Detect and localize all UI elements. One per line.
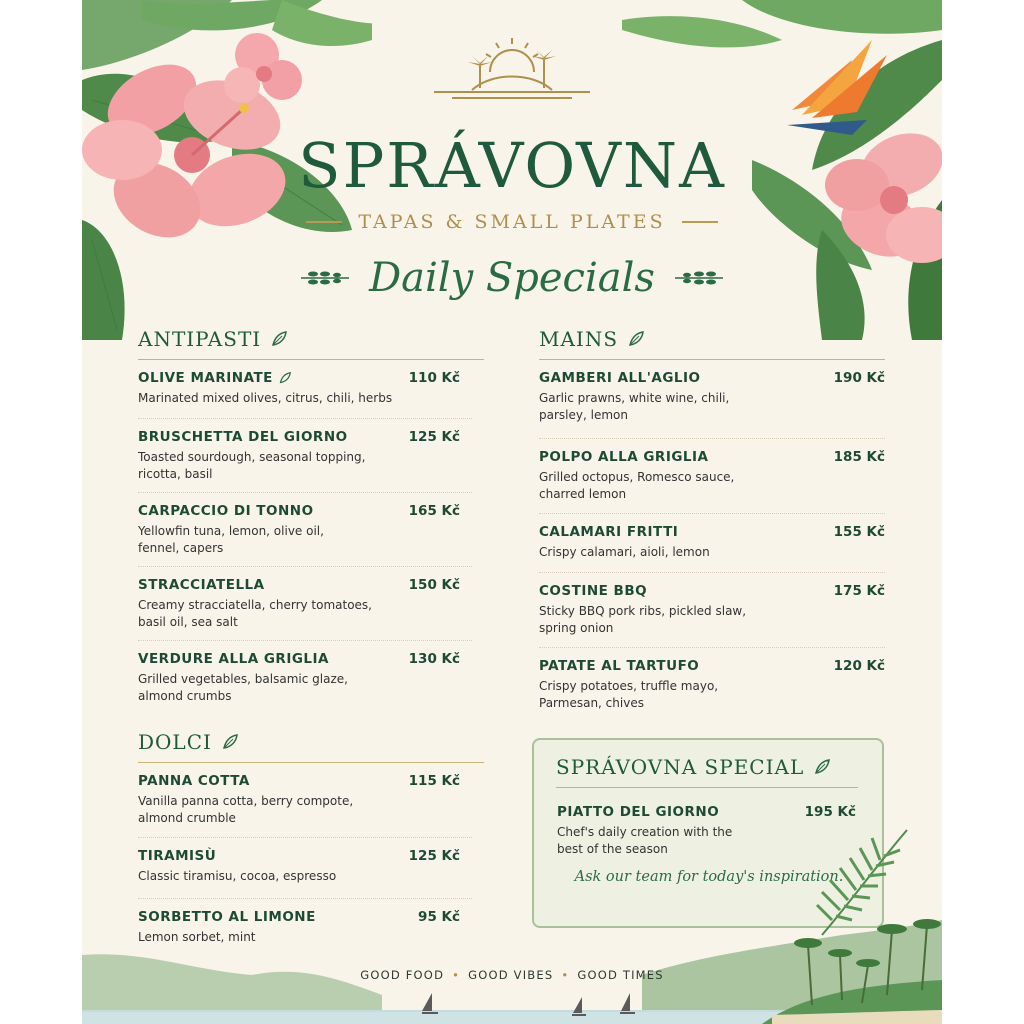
item-name: OLIVE MARINATE	[138, 370, 273, 386]
laurel-sprig-left-icon	[299, 268, 351, 288]
menu-item-carpaccio	[138, 493, 472, 567]
section-title-special: SPRÁVOVNA SPECIAL	[556, 754, 805, 779]
subtitle-rule-right	[682, 221, 718, 223]
item-description: Crispy potatoes, truffle mayo, Parmesan, chives	[539, 679, 719, 710]
item-price: 185 Kč	[833, 449, 885, 465]
item-price: 150 Kč	[408, 577, 460, 593]
section-antipasti	[138, 324, 484, 714]
restaurant-subtitle: TAPAS & SMALL PLATES	[358, 211, 666, 233]
daily-specials-heading-row	[82, 250, 942, 306]
section-title-mains: MAINS	[539, 326, 619, 351]
special-note: Ask our team for today's inspiration.	[574, 869, 844, 885]
item-price: 175 Kč	[833, 583, 885, 599]
subtitle-rule-left	[306, 221, 342, 223]
special-item-name: PIATTO DEL GIORNO	[557, 804, 720, 820]
item-name: SORBETTO AL LIMONE	[138, 909, 316, 925]
item-name: COSTINE BBQ	[539, 583, 648, 599]
item-description: Lemon sorbet, mint	[138, 930, 256, 944]
item-name: CALAMARI FRITTI	[539, 524, 679, 540]
item-name: TIRAMISÙ	[138, 848, 217, 864]
item-description: Garlic prawns, white wine, chili, parsley, lemon	[539, 391, 730, 422]
item-description: Creamy stracciatella, cherry tomatoes, basil oil, sea salt	[138, 598, 372, 629]
item-description: Yellowfin tuna, lemon, olive oil, fennel, capers	[138, 524, 324, 555]
leaf-icon	[271, 331, 287, 347]
item-list-antipasti	[138, 360, 472, 714]
hibiscus-flower-small	[224, 33, 302, 103]
section-header-special	[556, 752, 858, 788]
footer-part: GOOD FOOD	[360, 968, 445, 982]
footer-separator: •	[561, 968, 570, 982]
item-price: 190 Kč	[833, 370, 885, 386]
special-item-description: Chef's daily creation with the best of the season	[557, 825, 733, 856]
section-header-dolci	[138, 727, 484, 763]
leaf-icon	[222, 734, 238, 750]
section-title-dolci: DOLCI	[138, 729, 212, 754]
item-name: CARPACCIO DI TONNO	[138, 503, 314, 519]
item-price: 115 Kč	[408, 773, 460, 789]
item-price: 120 Kč	[833, 658, 885, 674]
item-name: BRUSCHETTA DEL GIORNO	[138, 429, 348, 445]
footer-separator: •	[452, 968, 461, 982]
menu-item-stracciatella	[138, 567, 472, 641]
section-mains	[539, 324, 885, 722]
island-sun-logo	[432, 32, 592, 102]
menu-item-verdure	[138, 641, 472, 714]
item-price: 125 Kč	[408, 848, 460, 864]
section-header-antipasti	[138, 324, 484, 360]
menu-item-polpo	[539, 439, 885, 514]
item-name: PATATE AL TARTUFO	[539, 658, 700, 674]
item-price: 95 Kč	[418, 909, 460, 925]
item-description: Vanilla panna cotta, berry compote, almond crumble	[138, 794, 354, 825]
subtitle-row	[82, 207, 942, 237]
item-description: Grilled vegetables, balsamic glaze, almond crumbs	[138, 672, 348, 703]
leaf-icon	[814, 759, 830, 775]
menu-item-calamari	[539, 514, 885, 573]
item-name: GAMBERI ALL'AGLIO	[539, 370, 701, 386]
item-name: POLPO ALLA GRIGLIA	[539, 449, 709, 465]
item-description: Crispy calamari, aioli, lemon	[539, 545, 710, 559]
item-price: 165 Kč	[408, 503, 460, 519]
menu-item-costine	[539, 573, 885, 648]
menu-item-olive-marinate	[138, 360, 472, 419]
menu-card	[82, 0, 942, 1024]
item-price: 130 Kč	[408, 651, 460, 667]
special-item-price: 195 Kč	[804, 804, 856, 820]
item-description: Grilled octopus, Romesco sauce, charred lemon	[539, 470, 735, 501]
section-header-mains	[539, 324, 885, 360]
item-price: 155 Kč	[833, 524, 885, 540]
item-price: 110 Kč	[408, 370, 460, 386]
daily-specials-heading: Daily Specials	[369, 255, 655, 301]
leaf-icon	[628, 331, 644, 347]
footer-part: GOOD TIMES	[577, 968, 664, 982]
laurel-sprig-right-icon	[673, 268, 725, 288]
item-description: Classic tiramisu, cocoa, espresso	[138, 869, 337, 883]
item-list-mains	[539, 360, 885, 722]
item-description: Toasted sourdough, seasonal topping, ricotta, basil	[138, 450, 366, 481]
item-name: VERDURE ALLA GRIGLIA	[138, 651, 330, 667]
section-title-antipasti: ANTIPASTI	[138, 326, 262, 351]
item-price: 125 Kč	[408, 429, 460, 445]
menu-item-panna-cotta	[138, 763, 472, 838]
footer-tagline	[82, 968, 942, 982]
item-name: STRACCIATELLA	[138, 577, 265, 593]
menu-item-tiramisu	[138, 838, 472, 899]
footer-part: GOOD VIBES	[468, 968, 554, 982]
restaurant-name: SPRÁVOVNA	[298, 129, 726, 202]
menu-item-gamberi	[539, 360, 885, 439]
menu-item-bruschetta	[138, 419, 472, 493]
menu-item-patate	[539, 648, 885, 722]
vegetarian-leaf-icon	[279, 372, 291, 384]
item-description: Sticky BBQ pork ribs, pickled slaw, spring onion	[539, 604, 747, 635]
item-name: PANNA COTTA	[138, 773, 250, 789]
item-description: Marinated mixed olives, citrus, chili, herbs	[138, 391, 393, 405]
